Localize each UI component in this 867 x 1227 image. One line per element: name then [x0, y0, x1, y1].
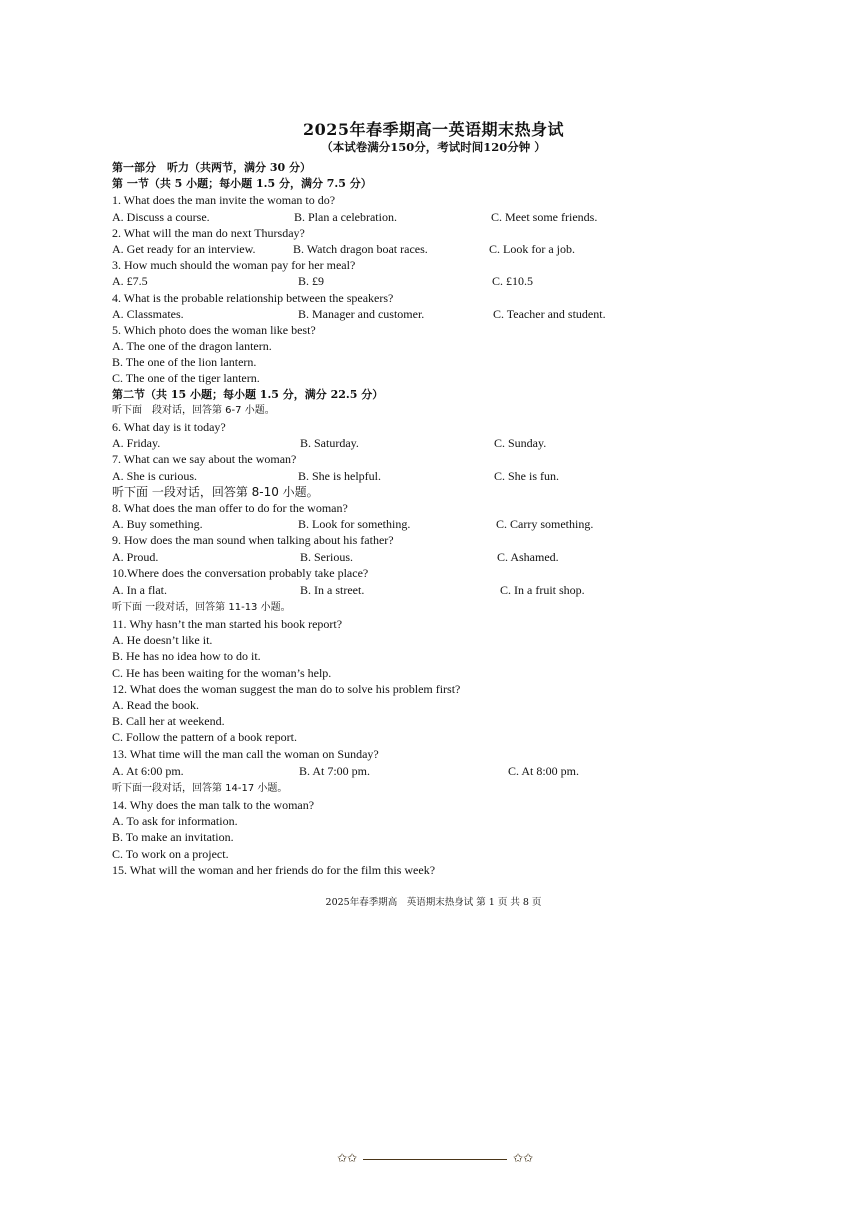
options-row-4: [112, 306, 732, 322]
option-3b: B. £9: [298, 274, 325, 289]
question-7: 7. What can we say about the woman?: [112, 452, 297, 467]
options-row-7: [112, 468, 732, 484]
options-row-8: [112, 516, 732, 532]
question-13: 13. What time will the man call the woman on Sunday?: [112, 746, 379, 761]
options-row-2: [112, 241, 732, 257]
option-1b: B. Plan a celebration.: [294, 209, 397, 224]
question-12: 12. What does the woman suggest the man do to solve his problem first?: [112, 681, 461, 696]
star-ornament-right-icon: ✩✩: [512, 1151, 533, 1165]
options-row-10: [112, 581, 732, 600]
option-11c: C. He has been waiting for the woman’s help.: [112, 665, 332, 680]
options-row-9: [112, 549, 732, 565]
question-1: 1. What does the man invite the woman to do?: [112, 193, 336, 208]
option-10c: C. In a fruit shop.: [500, 582, 585, 597]
part1-heading: 第一部分 听力（共两节，满分 30 分）: [112, 161, 311, 174]
options-row-6: [112, 435, 732, 451]
question-4: 4. What is the probable relationship between the speakers?: [112, 290, 394, 305]
question-9: 9. How does the man sound when talking about his father?: [112, 533, 394, 548]
exam-title: 2025年春季期高一英语期末热身试: [302, 120, 565, 139]
decorative-rule: [363, 1159, 507, 1160]
option-8c: C. Carry something.: [496, 517, 594, 532]
option-4b: B. Manager and customer.: [298, 306, 425, 321]
question-3: 3. How much should the woman pay for her meal?: [112, 258, 356, 273]
option-2a: A. Get ready for an interview.: [112, 241, 256, 256]
option-13c: C. At 8:00 pm.: [508, 763, 580, 778]
question-2: 2. What will the man do next Thursday?: [112, 225, 305, 240]
option-9a: A. Proud.: [112, 549, 159, 564]
option-12b: B. Call her at weekend.: [112, 714, 225, 729]
option-2b: B. Watch dragon boat races.: [293, 241, 428, 256]
option-13a: A. At 6:00 pm.: [112, 763, 184, 778]
star-ornament-left-icon: ✩✩: [337, 1151, 358, 1165]
option-2c: C. Look for a job.: [489, 241, 575, 256]
question-15: 15. What will the woman and her friends do for the film this week?: [112, 862, 436, 877]
listening-note-11-13: 听下面 一段对话，回答第 11-13 小题。: [112, 601, 291, 613]
option-3c: C. £10.5: [492, 274, 534, 289]
listening-note-6-7: 听下面 段对话，回答第 6-7 小题。: [112, 404, 275, 416]
option-5a: A. The one of the dragon lantern.: [112, 339, 272, 354]
question-6: 6. What day is it today?: [112, 420, 226, 434]
option-6c: C. Sunday.: [494, 436, 547, 451]
option-8a: A. Buy something.: [112, 517, 203, 532]
option-4c: C. Teacher and student.: [493, 306, 606, 321]
option-1c: C. Meet some friends.: [491, 209, 598, 224]
listening-note-14-17: 听下面一段对话，回答第 14-17 小题。: [112, 782, 288, 794]
option-12a: A. Read the book.: [112, 698, 199, 712]
section2-heading: 第二节（共 15 小题；每小题 1.5 分，满分 22.5 分）: [112, 387, 384, 401]
option-14a: A. To ask for information.: [112, 814, 238, 829]
section1-heading: 第 一节（共 5 小题；每小题 1.5 分，满分 7.5 分）: [112, 177, 372, 191]
option-9b: B. Serious.: [300, 549, 354, 564]
listening-note-8-10: 听下面 一段对话，回答第 8-10 小题。: [112, 484, 319, 499]
option-7c: C. She is fun.: [494, 468, 560, 483]
option-8b: B. Look for something.: [298, 517, 411, 532]
option-1a: A. Discuss a course.: [112, 209, 210, 224]
option-5b: B. The one of the lion lantern.: [112, 355, 257, 370]
question-10: 10.Where does the conversation probably take place?: [112, 565, 369, 580]
option-12c: C. Follow the pattern of a book report.: [112, 730, 297, 745]
option-5c: C. The one of the tiger lantern.: [112, 371, 260, 386]
option-4a: A. Classmates.: [112, 306, 184, 321]
exam-content: [112, 160, 732, 878]
options-row-13: [112, 762, 732, 781]
option-14c: C. To work on a project.: [112, 846, 229, 861]
page-footer: 2025年春季期高 英语期末热身试 第 1 页 共 8 页: [325, 897, 542, 908]
question-8: 8. What does the man offer to do for the woman?: [112, 500, 348, 515]
option-10b: B. In a street.: [300, 582, 365, 597]
option-6b: B. Saturday.: [300, 436, 359, 451]
question-11: 11. Why hasn’t the man started his book report?: [112, 617, 343, 632]
question-5: 5. Which photo does the woman like best?: [112, 322, 316, 337]
option-10a: A. In a flat.: [112, 582, 167, 597]
question-14: 14. Why does the man talk to the woman?: [112, 797, 315, 812]
option-6a: A. Friday.: [112, 436, 161, 451]
option-11b: B. He has no idea how to do it.: [112, 649, 261, 664]
options-row-1: [112, 209, 732, 225]
exam-subtitle: （本试卷满分150分，考试时间120分钟 ）: [321, 140, 546, 154]
option-11a: A. He doesn’t like it.: [112, 633, 213, 648]
option-13b: B. At 7:00 pm.: [299, 763, 371, 778]
option-7a: A. She is curious.: [112, 468, 197, 483]
option-9c: C. Ashamed.: [497, 549, 559, 564]
options-row-3: [112, 273, 732, 289]
option-14b: B. To make an invitation.: [112, 830, 234, 845]
option-7b: B. She is helpful.: [298, 468, 381, 483]
option-3a: A. £7.5: [112, 274, 148, 289]
bottom-decoration: [337, 1150, 533, 1166]
